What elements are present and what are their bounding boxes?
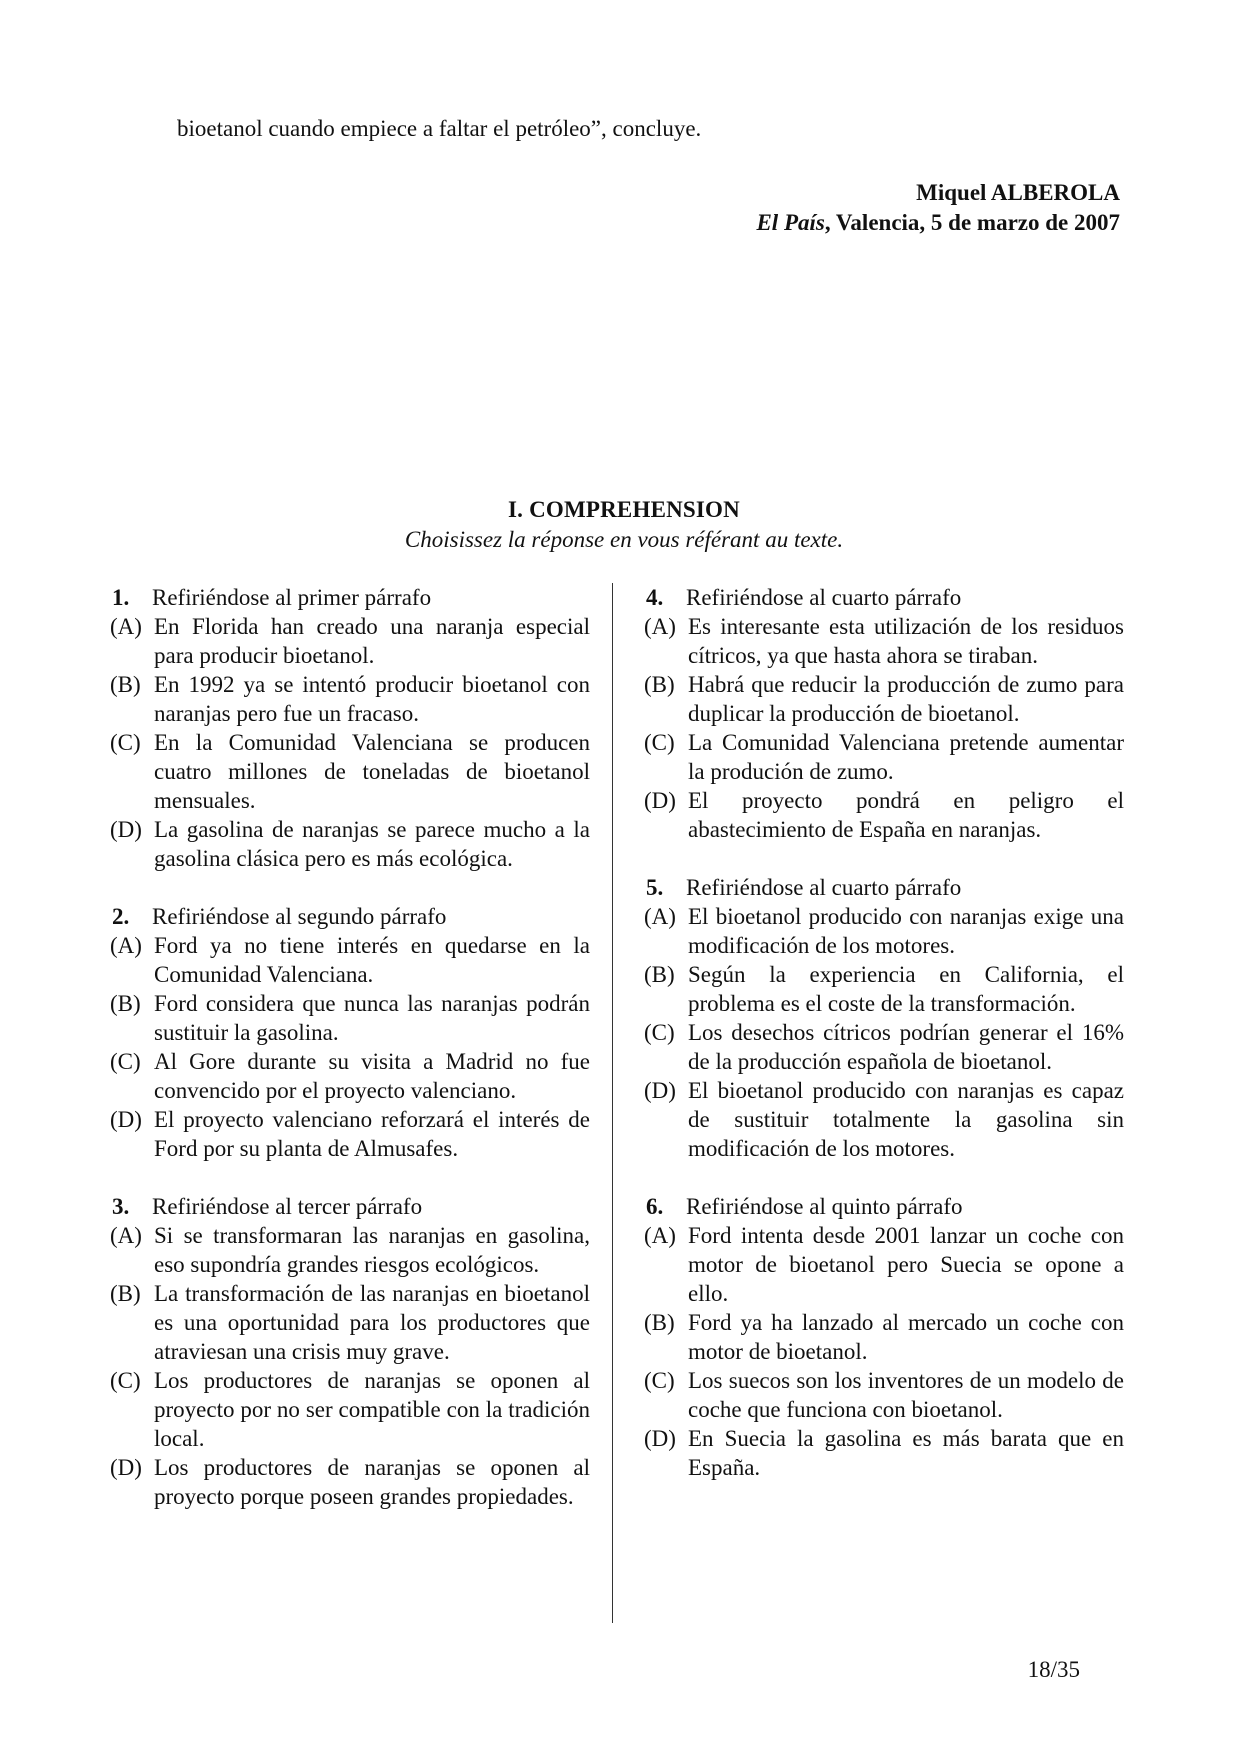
question-1 bbox=[110, 583, 590, 873]
option-letter: (C) bbox=[644, 730, 675, 755]
question-number: 2. bbox=[112, 904, 130, 929]
questions-column-left bbox=[110, 583, 590, 1540]
answer-option bbox=[110, 1105, 590, 1163]
option-letter: (D) bbox=[110, 1455, 142, 1480]
answer-option bbox=[644, 960, 1124, 1018]
question-prompt-row bbox=[644, 1192, 1124, 1221]
question-prompt: Refiriéndose al cuarto párrafo bbox=[686, 585, 962, 610]
option-text: La transformación de las naranjas en bioetanol es una oportunidad para los productores que atraviesan una crisis muy grave. bbox=[154, 1281, 590, 1364]
option-letter: (B) bbox=[644, 672, 675, 697]
article-closing-line: bioetanol cuando empiece a faltar el petróleo”, concluye. bbox=[177, 116, 702, 141]
option-text: Es interesante esta utilización de los residuos cítricos, ya que hasta ahora se tiraban. bbox=[688, 614, 1124, 668]
option-text: El proyecto valenciano reforzará el interés de Ford por su planta de Almusafes. bbox=[154, 1107, 590, 1161]
question-5 bbox=[644, 873, 1124, 1163]
option-text: Según la experiencia en California, el problema es el coste de la transformación. bbox=[688, 962, 1124, 1016]
answer-option bbox=[110, 612, 590, 670]
answer-option bbox=[644, 1308, 1124, 1366]
column-divider bbox=[612, 583, 613, 1623]
option-text: Los productores de naranjas se oponen al proyecto porque poseen grandes propiedades. bbox=[154, 1455, 590, 1509]
question-prompt: Refiriéndose al primer párrafo bbox=[152, 585, 432, 610]
option-text: Ford intenta desde 2001 lanzar un coche con motor de bioetanol pero Suecia se opone a ello. bbox=[688, 1223, 1124, 1306]
option-text: La Comunidad Valenciana pretende aumentar la produción de zumo. bbox=[688, 730, 1124, 784]
option-letter: (C) bbox=[110, 1049, 141, 1074]
question-2 bbox=[110, 902, 590, 1163]
option-letter: (D) bbox=[644, 788, 676, 813]
answer-option bbox=[644, 728, 1124, 786]
page-number: 18/35 bbox=[1027, 1657, 1080, 1682]
option-letter: (A) bbox=[110, 614, 142, 639]
publication-line bbox=[756, 208, 1120, 238]
option-text: En 1992 ya se intentó producir bioetanol con naranjas pero fue un fracaso. bbox=[154, 672, 590, 726]
publication-name: El País bbox=[756, 210, 825, 235]
option-text: En Florida han creado una naranja especial para producir bioetanol. bbox=[154, 614, 590, 668]
question-prompt-row bbox=[110, 583, 590, 612]
option-text: Ford considera que nunca las naranjas podrán sustituir la gasolina. bbox=[154, 991, 590, 1045]
option-text: Ford ya no tiene interés en quedarse en la Comunidad Valenciana. bbox=[154, 933, 590, 987]
question-4 bbox=[644, 583, 1124, 844]
answer-option bbox=[110, 1366, 590, 1453]
article-signature bbox=[756, 178, 1120, 238]
option-text: Al Gore durante su visita a Madrid no fue convencido por el proyecto valenciano. bbox=[154, 1049, 590, 1103]
option-letter: (C) bbox=[110, 1368, 141, 1393]
publication-place-date: , Valencia, 5 de marzo de 2007 bbox=[824, 210, 1120, 235]
answer-option bbox=[644, 1221, 1124, 1308]
answer-option bbox=[644, 1366, 1124, 1424]
answer-option bbox=[110, 670, 590, 728]
option-text: Ford ya ha lanzado al mercado un coche con motor de bioetanol. bbox=[688, 1310, 1124, 1364]
question-prompt-row bbox=[110, 902, 590, 931]
option-text: Habrá que reducir la producción de zumo para duplicar la producción de bioetanol. bbox=[688, 672, 1124, 726]
question-prompt-row bbox=[644, 873, 1124, 902]
answer-option bbox=[644, 786, 1124, 844]
option-text: El bioetanol producido con naranjas es capaz de sustituir totalmente la gasolina sin modificación de los motores. bbox=[688, 1078, 1124, 1161]
question-prompt: Refiriéndose al segundo párrafo bbox=[152, 904, 447, 929]
answer-option bbox=[110, 815, 590, 873]
option-letter: (D) bbox=[110, 1107, 142, 1132]
option-letter: (A) bbox=[110, 1223, 142, 1248]
answer-option bbox=[644, 1076, 1124, 1163]
option-letter: (C) bbox=[644, 1368, 675, 1393]
option-letter: (D) bbox=[110, 817, 142, 842]
question-prompt: Refiriéndose al cuarto párrafo bbox=[686, 875, 962, 900]
option-text: La gasolina de naranjas se parece mucho a la gasolina clásica pero es más ecológica. bbox=[154, 817, 590, 871]
question-number: 6. bbox=[646, 1194, 664, 1219]
question-number: 1. bbox=[112, 585, 130, 610]
section-header bbox=[0, 495, 1248, 555]
question-prompt-row bbox=[110, 1192, 590, 1221]
option-letter: (B) bbox=[110, 991, 141, 1016]
answer-option bbox=[110, 1047, 590, 1105]
question-3 bbox=[110, 1192, 590, 1511]
option-text: En Suecia la gasolina es más barata que en España. bbox=[688, 1426, 1124, 1480]
option-text: El bioetanol producido con naranjas exige una modificación de los motores. bbox=[688, 904, 1124, 958]
answer-option bbox=[110, 1453, 590, 1511]
option-letter: (A) bbox=[644, 904, 676, 929]
option-text: En la Comunidad Valenciana se producen cuatro millones de toneladas de bioetanol mensuales. bbox=[154, 730, 590, 813]
option-letter: (D) bbox=[644, 1078, 676, 1103]
answer-option bbox=[644, 1424, 1124, 1482]
question-number: 5. bbox=[646, 875, 664, 900]
question-prompt: Refiriéndose al tercer párrafo bbox=[152, 1194, 423, 1219]
section-title: I. COMPREHENSION bbox=[508, 497, 740, 522]
question-prompt-row bbox=[644, 583, 1124, 612]
answer-option bbox=[110, 1221, 590, 1279]
option-text: El proyecto pondrá en peligro el abastecimiento de España en naranjas. bbox=[688, 788, 1124, 842]
option-letter: (A) bbox=[110, 933, 142, 958]
option-letter: (B) bbox=[644, 962, 675, 987]
answer-option bbox=[644, 902, 1124, 960]
section-instructions: Choisissez la réponse en vous référant au texte. bbox=[404, 527, 844, 552]
option-letter: (B) bbox=[644, 1310, 675, 1335]
question-6 bbox=[644, 1192, 1124, 1482]
question-number: 3. bbox=[112, 1194, 130, 1219]
option-text: Los desechos cítricos podrían generar el 16% de la producción española de bioetanol. bbox=[688, 1020, 1124, 1074]
option-letter: (B) bbox=[110, 1281, 141, 1306]
option-letter: (A) bbox=[644, 1223, 676, 1248]
answer-option bbox=[110, 1279, 590, 1366]
option-letter: (A) bbox=[644, 614, 676, 639]
author-name: Miquel ALBEROLA bbox=[916, 180, 1120, 205]
option-text: Los productores de naranjas se oponen al proyecto por no ser compatible con la tradición local. bbox=[154, 1368, 590, 1451]
option-text: Si se transformaran las naranjas en gasolina, eso supondría grandes riesgos ecológicos. bbox=[154, 1223, 590, 1277]
answer-option bbox=[644, 612, 1124, 670]
option-text: Los suecos son los inventores de un modelo de coche que funciona con bioetanol. bbox=[688, 1368, 1124, 1422]
questions-area bbox=[110, 583, 1128, 1623]
answer-option bbox=[110, 931, 590, 989]
answer-option bbox=[110, 728, 590, 815]
answer-option bbox=[644, 670, 1124, 728]
question-number: 4. bbox=[646, 585, 664, 610]
option-letter: (B) bbox=[110, 672, 141, 697]
option-letter: (C) bbox=[644, 1020, 675, 1045]
answer-option bbox=[110, 989, 590, 1047]
option-letter: (C) bbox=[110, 730, 141, 755]
question-prompt: Refiriéndose al quinto párrafo bbox=[686, 1194, 963, 1219]
option-letter: (D) bbox=[644, 1426, 676, 1451]
answer-option bbox=[644, 1018, 1124, 1076]
questions-column-right bbox=[644, 583, 1124, 1511]
